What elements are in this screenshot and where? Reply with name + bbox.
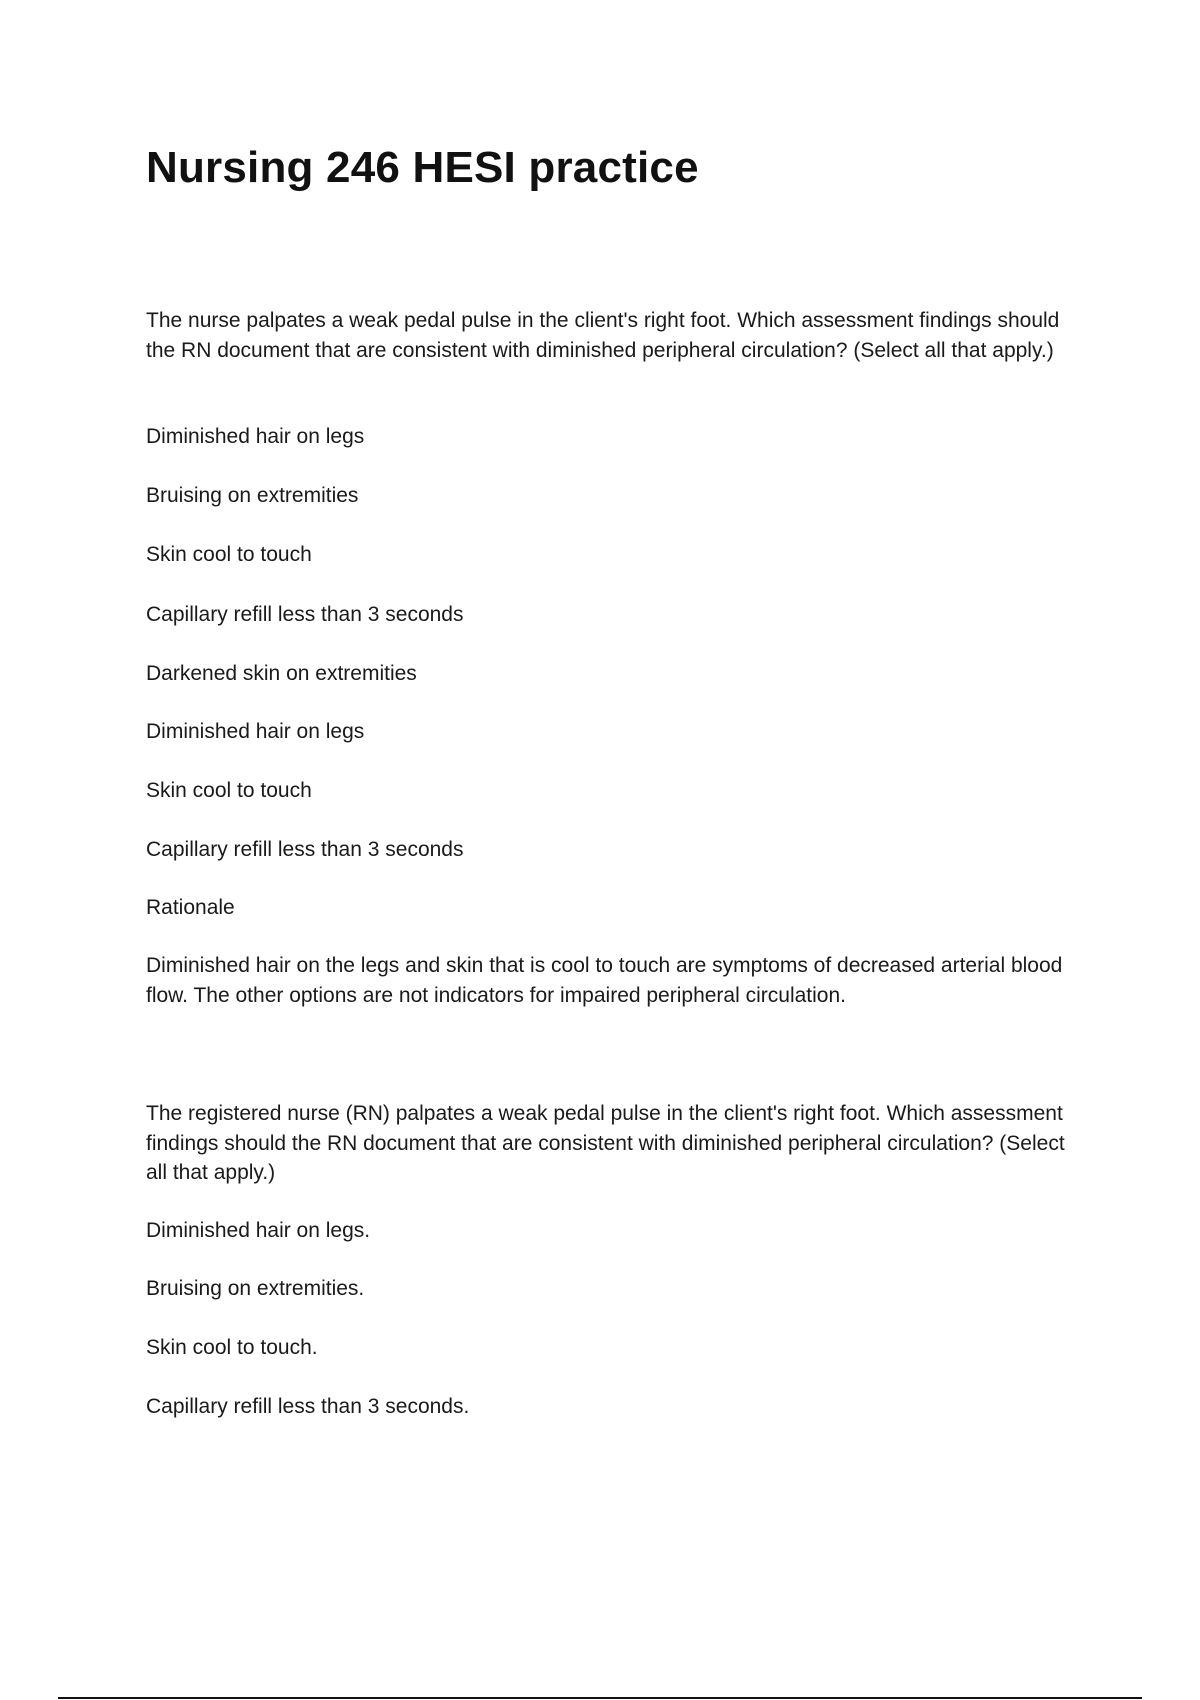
rationale-text: Diminished hair on the legs and skin that is cool to touch are symptoms of decreased arterial blood flow. The other options are not indicators for impaired peripheral circulation. bbox=[146, 954, 1063, 1007]
question-2-option: Skin cool to touch. bbox=[146, 1336, 318, 1359]
question-1-answer: Skin cool to touch bbox=[146, 779, 312, 802]
question-2-option: Bruising on extremities. bbox=[146, 1277, 365, 1300]
question-1-prompt: The nurse palpates a weak pedal pulse in the client's right foot. Which assessment findings should the RN document that are consistent with diminished peripheral circulation? (Select all that apply.) bbox=[146, 309, 1060, 362]
document-title: Nursing 246 HESI practice bbox=[146, 143, 699, 192]
question-1-option: Darkened skin on extremities bbox=[146, 662, 417, 685]
question-1-option: Bruising on extremities bbox=[146, 484, 359, 507]
question-2-option: Diminished hair on legs. bbox=[146, 1219, 371, 1242]
question-1-option: Diminished hair on legs bbox=[146, 425, 365, 448]
question-1-answer: Capillary refill less than 3 seconds bbox=[146, 838, 464, 861]
question-2-prompt: The registered nurse (RN) palpates a weak pedal pulse in the client's right foot. Which assessment findings should the RN document that are consistent with diminished peripheral circulation? (Select all that apply.) bbox=[146, 1102, 1065, 1184]
question-2-option: Capillary refill less than 3 seconds. bbox=[146, 1395, 470, 1418]
question-1-option: Capillary refill less than 3 seconds bbox=[146, 603, 464, 626]
question-1-option: Skin cool to touch bbox=[146, 543, 312, 566]
question-1-answer: Diminished hair on legs bbox=[146, 720, 365, 743]
rationale-label: Rationale bbox=[146, 896, 235, 919]
page-bottom-divider bbox=[58, 1697, 1142, 1699]
